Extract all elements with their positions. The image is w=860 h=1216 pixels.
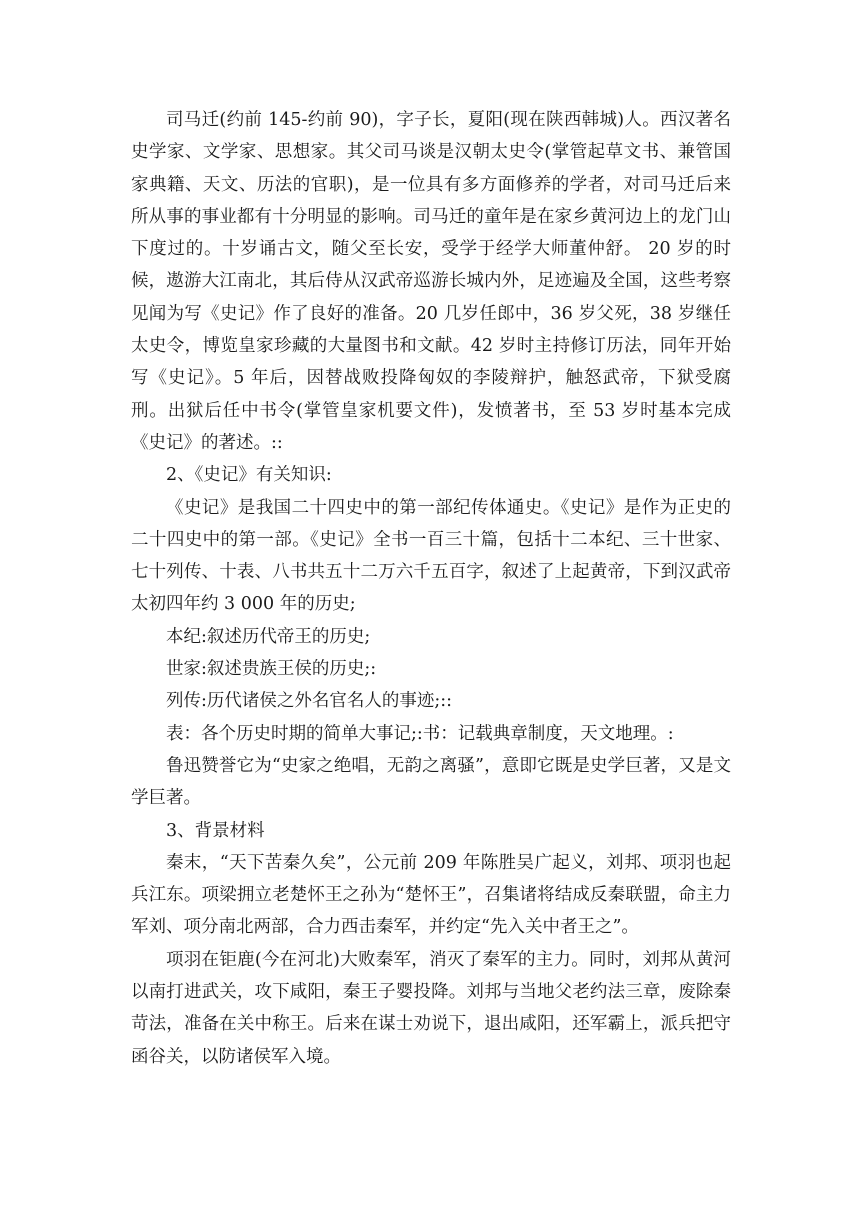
list-item-shijia: 世家:叙述贵族王侯的历史;: [166, 659, 377, 680]
document-body [131, 104, 731, 1073]
list-item-biao-shu: 表：各个历史时期的简单大事记;:书：记载典章制度，天文地理。: [166, 723, 674, 744]
list-item-liezhuan: 列传:历代诸侯之外名官名人的事迹;:: [166, 691, 453, 712]
paragraph-xiang-yu-liu-bang: 项羽在钜鹿(今在河北)大败秦军，消灭了秦军的主力。同时，刘邦从黄河以南打进武关，攻下咸阳，秦王子婴投降。刘邦与当地父老约法三章，废除秦苛法，准备在关中称王。后来在谋士劝说下，退出咸阳，还军霸上，派兵把守函谷关，以防诸侯军入境。 [131, 949, 731, 1067]
heading-background: 3、背景材料 [166, 820, 265, 841]
list-item-benji: 本纪:叙述历代帝王的历史; [166, 626, 371, 647]
paragraph-lu-xun-praise: 鲁迅赞誉它为“史家之绝唱，无韵之离骚”，意即它既是史学巨著，又是文学巨著。 [131, 755, 731, 809]
paragraph-sima-qian-biography: 司马迁(约前 145-约前 90)，字子长，夏阳(现在陕西韩城)人。西汉著名史学家、文学家、思想家。其父司马谈是汉朝太史令(掌管起草文书、兼管国家典籍、天文、历法的官职)，是一位具有多方面修养的学者，对司马迁后来所从事的事业都有十分明显的影响。司马迁的童年是在家乡黄河边上的龙门山下度过的。十岁诵古文，随父至长安，受学于经学大师董仲舒。 20 岁的时候，遨游大江南北，其后侍从汉武帝巡游长城内外，足迹遍及全国，这些考察见闻为写《史记》作了良好的准备。20 几岁任郎中，36 岁父死，38 岁继任太史令，博览皇家珍藏的大量图书和文献。42 岁时主持修订历法，同年开始写《史记》。5 年后，因替战败投降匈奴的李陵辩护，触怒武帝，下狱受腐刑。出狱后任中书令(掌管皇家机要文件)，发愤著书，至 53 岁时基本完成《史记》的著述。:: [131, 110, 731, 453]
heading-shiji-knowledge: 2、《史记》有关知识: [166, 465, 332, 486]
paragraph-late-qin: 秦末，“天下苦秦久矣”，公元前 209 年陈胜吴广起义，刘邦、项羽也起兵江东。项梁拥立老楚怀王之孙为“楚怀王”，召集诸将结成反秦联盟，命主力军刘、项分南北两部，合力西击秦军，并约定“先入关中者王之”。 [131, 852, 731, 938]
paragraph-shiji-overview: 《史记》是我国二十四史中的第一部纪传体通史。《史记》是作为正史的二十四史中的第一部。《史记》全书一百三十篇，包括十二本纪、三十世家、七十列传、十表、八书共五十二万六千五百字，叙述了上起黄帝，下到汉武帝太初四年约 3 000 年的历史; [131, 497, 731, 615]
